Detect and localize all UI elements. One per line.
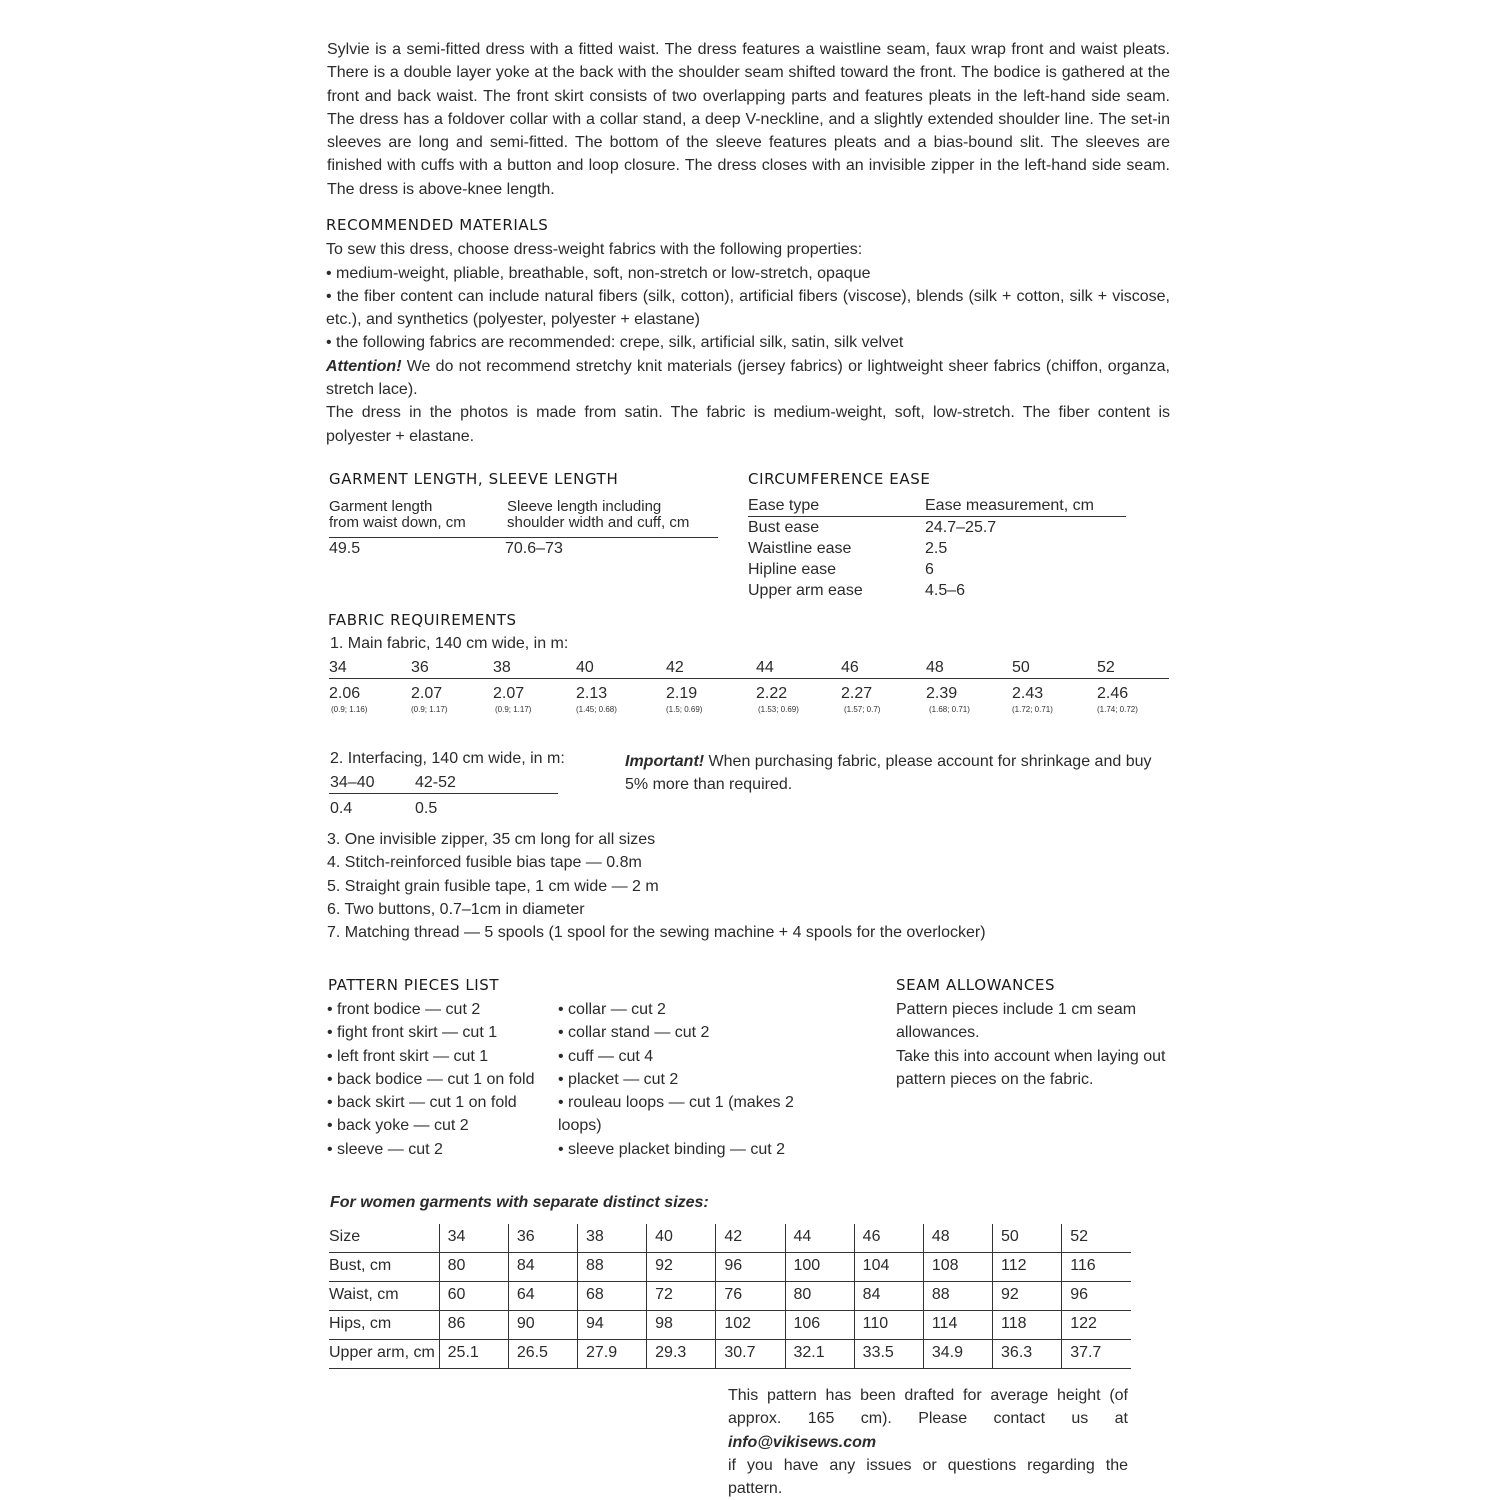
table-cell: 90 — [508, 1311, 577, 1340]
fabric-size: 48 — [926, 659, 944, 676]
materials-bullet: • the following fabrics are recommended: crepe, silk, artificial silk, satin, silk velvet — [326, 334, 904, 352]
list-item: • front bodice — cut 2 — [327, 1001, 481, 1018]
list-item: • back bodice — cut 1 on fold — [327, 1070, 535, 1088]
ease-type: Hipline ease — [748, 561, 837, 578]
ease-value: 4.5–6 — [925, 582, 966, 599]
table-cell: 46 — [854, 1224, 923, 1253]
table-cell: 42 — [716, 1224, 785, 1253]
fabric-size: 44 — [756, 659, 774, 676]
important-label: Important! — [625, 753, 705, 770]
fabric-amount-row — [0, 685, 1500, 721]
row-label: Bust, cm — [329, 1253, 439, 1282]
table-cell: 38 — [577, 1224, 646, 1253]
ease-type: Bust ease — [748, 519, 820, 536]
list-item: • fight front skirt — cut 1 — [327, 1024, 498, 1042]
fabric-amount-breakdown: (1.5; 0.69) — [666, 705, 703, 714]
fabric-amount-breakdown: (1.53; 0.69) — [758, 705, 799, 714]
table-cell: 26.5 — [508, 1340, 577, 1369]
table-cell: 32.1 — [785, 1340, 854, 1369]
table-cell: 48 — [923, 1224, 992, 1253]
table-cell: 40 — [647, 1224, 716, 1253]
table-cell: 37.7 — [1062, 1340, 1131, 1369]
ease-heading: CIRCUMFERENCE EASE — [748, 470, 931, 488]
photo-note: The dress in the photos is made from satin. The fabric is medium-weight, soft, low-stretch. The fiber content is polyester + elastane. — [326, 404, 1170, 445]
fabric-heading: FABRIC REQUIREMENTS — [328, 611, 517, 629]
col-header-line: shoulder width and cuff, cm — [507, 514, 690, 531]
fabric-amount-breakdown: (0.9; 1.17) — [495, 705, 532, 714]
list-item: • cuff — cut 4 — [558, 1047, 654, 1065]
table-cell: 106 — [785, 1311, 854, 1340]
fabric-amount-breakdown: (0.9; 1.16) — [331, 705, 368, 714]
ease-row — [748, 538, 1148, 559]
table-cell: 98 — [647, 1311, 716, 1340]
ease-row — [748, 580, 1148, 601]
table-cell: 64 — [508, 1282, 577, 1311]
list-item: • collar stand — cut 2 — [558, 1024, 710, 1042]
interfacing-label: 2. Interfacing, 140 cm wide, in m: — [330, 750, 565, 767]
ease-type: Upper arm ease — [748, 582, 863, 599]
size-chart-table — [329, 1224, 1131, 1369]
col-header-line: Garment length — [329, 498, 433, 515]
list-item: 7. Matching thread — 5 spools (1 spool for the sewing machine + 4 spools for the overlocker) — [327, 924, 986, 942]
materials-lead: To sew this dress, choose dress-weight fabrics with the following properties: — [326, 241, 863, 259]
table-cell: 76 — [716, 1282, 785, 1311]
garment-length-col-header — [329, 499, 466, 531]
ease-row — [748, 559, 1148, 580]
materials-section — [326, 214, 1170, 448]
table-cell: 29.3 — [647, 1340, 716, 1369]
fabric-amount: 2.22 — [756, 685, 788, 702]
table-cell: 34.9 — [923, 1340, 992, 1369]
intro-paragraph: Sylvie is a semi-fitted dress with a fitted waist. The dress features a waistline seam, faux wrap front and waist pleats. There is a double layer yoke at the back with the shoulder seam shifted toward the front. The bodice is gathered at the front and back waist. The front skirt consists of two overlapping parts and features pleats in the left-hand side seam. The dress has a foldover collar with a collar stand, a deep V-neckline, and a slightly extended shoulder line. The set-in sleeves are long and semi-fitted. The bottom of the sleeve features pleats and a bias-bound slit. The sleeves are finished with cuffs with a button and loop closure. The dress closes with an invisible zipper in the left-hand side seam. The dress is above-knee length. — [327, 41, 1170, 198]
table-cell: 92 — [993, 1282, 1062, 1311]
table-cell: 92 — [647, 1253, 716, 1282]
table-cell: 68 — [577, 1282, 646, 1311]
table-cell: 96 — [1062, 1282, 1131, 1311]
table-cell: 84 — [508, 1253, 577, 1282]
table-row — [329, 1340, 1131, 1369]
table-cell: 114 — [923, 1311, 992, 1340]
table-cell: 36.3 — [993, 1340, 1062, 1369]
list-item: • rouleau loops — cut 1 (makes 2 loops) — [558, 1094, 794, 1135]
fabric-size: 36 — [411, 659, 429, 676]
row-label: Size — [329, 1224, 439, 1253]
fabric-amount-breakdown: (1.45; 0.68) — [576, 705, 617, 714]
notions-list — [327, 828, 986, 944]
attention-text: We do not recommend stretchy knit materials (jersey fabrics) or lightweight sheer fabrics (chiffon, organza, stretch lace). — [326, 357, 1170, 399]
seam-heading: SEAM ALLOWANCES — [896, 976, 1056, 994]
table-cell: 52 — [1062, 1224, 1131, 1253]
fabric-amount-breakdown: (0.9; 1.17) — [411, 705, 448, 714]
fabric-amount: 2.07 — [411, 685, 443, 702]
table-cell: 36 — [508, 1224, 577, 1253]
table-cell: 116 — [1062, 1253, 1131, 1282]
fabric-size: 46 — [841, 659, 859, 676]
footer-text: if you have any issues or questions regarding the pattern. — [728, 1456, 1128, 1498]
footer-text: This pattern has been drafted for average height (of approx. 165 cm). Please contact us at — [728, 1387, 1128, 1428]
table-cell: 94 — [577, 1311, 646, 1340]
ease-value: 6 — [925, 561, 934, 578]
table-cell: 84 — [854, 1282, 923, 1311]
fabric-size: 42 — [666, 659, 684, 676]
table-cell: 104 — [854, 1253, 923, 1282]
list-item: 6. Two buttons, 0.7–1cm in diameter — [327, 900, 585, 918]
divider — [329, 678, 1169, 679]
ease-col-header-type: Ease type — [748, 497, 820, 514]
row-label: Hips, cm — [329, 1311, 439, 1340]
seam-text — [896, 998, 1171, 1091]
ease-rows — [748, 517, 1148, 601]
table-row — [329, 1282, 1131, 1311]
seam-line: Take this into account when laying out pattern pieces on the fabric. — [896, 1047, 1166, 1088]
table-cell: 88 — [923, 1282, 992, 1311]
main-fabric-label: 1. Main fabric, 140 cm wide, in m: — [330, 635, 569, 652]
fabric-amount: 2.19 — [666, 685, 698, 702]
fabric-amount-breakdown: (1.74; 0.72) — [1097, 705, 1138, 714]
table-cell: 86 — [439, 1311, 508, 1340]
table-cell: 112 — [993, 1253, 1062, 1282]
list-item: • collar — cut 2 — [558, 1001, 666, 1018]
col-header-line: Sleeve length including — [507, 498, 662, 515]
fabric-size: 52 — [1097, 659, 1115, 676]
fabric-size: 50 — [1012, 659, 1030, 676]
list-item: • sleeve — cut 2 — [327, 1140, 443, 1158]
list-item: • back yoke — cut 2 — [327, 1117, 469, 1135]
interfacing-size: 34–40 — [330, 774, 375, 791]
list-item: • back skirt — cut 1 on fold — [327, 1094, 517, 1112]
divider — [329, 537, 718, 538]
row-label: Waist, cm — [329, 1282, 439, 1311]
ease-type: Waistline ease — [748, 540, 852, 557]
attention-label: Attention! — [326, 357, 402, 375]
list-item: 3. One invisible zipper, 35 cm long for all sizes — [327, 831, 656, 848]
table-row — [329, 1224, 1131, 1253]
fabric-amount: 2.39 — [926, 685, 958, 702]
table-cell: 27.9 — [577, 1340, 646, 1369]
table-row — [329, 1253, 1131, 1282]
list-item: 5. Straight grain fusible tape, 1 cm wide — 2 m — [327, 877, 659, 895]
table-cell: 118 — [993, 1311, 1062, 1340]
fabric-amount: 2.43 — [1012, 685, 1044, 702]
ease-row — [748, 517, 1148, 538]
interfacing-amount: 0.4 — [330, 800, 353, 817]
table-cell: 108 — [923, 1253, 992, 1282]
contact-email-link[interactable]: info@vikisews.com — [728, 1433, 877, 1451]
pieces-list-col1 — [327, 998, 552, 1161]
fabric-size: 40 — [576, 659, 594, 676]
divider — [329, 793, 558, 794]
seam-line: Pattern pieces include 1 cm seam allowances. — [896, 1001, 1137, 1042]
col-header-line: from waist down, cm — [329, 514, 466, 531]
table-cell: 88 — [577, 1253, 646, 1282]
materials-bullet: • the fiber content can include natural fibers (silk, cotton), artificial fibers (viscose), blends (silk + cotton, silk + viscose, etc.), and synthetics (polyester, polyester + elastane) — [326, 287, 1170, 329]
table-cell: 80 — [439, 1253, 508, 1282]
garment-length-value: 49.5 — [329, 540, 361, 557]
fabric-amount: 2.13 — [576, 685, 608, 702]
size-chart-caption: For women garments with separate distinct sizes: — [330, 1194, 709, 1211]
fabric-amount: 2.06 — [329, 685, 361, 702]
table-cell: 96 — [716, 1253, 785, 1282]
important-note — [625, 750, 1172, 797]
list-item: 4. Stitch-reinforced fusible bias tape — 0.8m — [327, 854, 642, 872]
table-cell: 72 — [647, 1282, 716, 1311]
fabric-amount: 2.07 — [493, 685, 525, 702]
sleeve-length-value: 70.6–73 — [505, 540, 563, 557]
fabric-amount-breakdown: (1.57; 0.7) — [844, 705, 881, 714]
table-cell: 80 — [785, 1282, 854, 1311]
table-cell: 60 — [439, 1282, 508, 1311]
table-cell: 33.5 — [854, 1340, 923, 1369]
garment-length-heading: GARMENT LENGTH, SLEEVE LENGTH — [329, 470, 619, 488]
table-row — [329, 1311, 1131, 1340]
footer-note — [728, 1384, 1128, 1500]
fabric-size: 34 — [329, 659, 347, 676]
list-item: • sleeve placket binding — cut 2 — [558, 1140, 786, 1158]
fabric-size: 38 — [493, 659, 511, 676]
table-cell: 110 — [854, 1311, 923, 1340]
materials-heading: RECOMMENDED MATERIALS — [326, 216, 549, 234]
ease-value: 24.7–25.7 — [925, 519, 997, 536]
pieces-heading: PATTERN PIECES LIST — [328, 976, 500, 994]
table-cell: 30.7 — [716, 1340, 785, 1369]
interfacing-size: 42-52 — [415, 774, 456, 791]
table-cell: 44 — [785, 1224, 854, 1253]
pieces-list-col2 — [558, 998, 803, 1161]
table-cell: 50 — [993, 1224, 1062, 1253]
interfacing-amount: 0.5 — [415, 800, 438, 817]
list-item: • placket — cut 2 — [558, 1070, 679, 1088]
ease-col-header-value: Ease measurement, cm — [925, 497, 1094, 514]
attention-note — [326, 355, 1170, 402]
table-cell: 34 — [439, 1224, 508, 1253]
materials-bullet: • medium-weight, pliable, breathable, soft, non-stretch or low-stretch, opaque — [326, 264, 871, 282]
fabric-amount: 2.46 — [1097, 685, 1129, 702]
table-cell: 122 — [1062, 1311, 1131, 1340]
row-label: Upper arm, cm — [329, 1340, 439, 1369]
fabric-amount-breakdown: (1.72; 0.71) — [1012, 705, 1053, 714]
table-cell: 25.1 — [439, 1340, 508, 1369]
sleeve-length-col-header — [507, 499, 689, 531]
ease-value: 2.5 — [925, 540, 948, 557]
table-cell: 102 — [716, 1311, 785, 1340]
table-cell: 100 — [785, 1253, 854, 1282]
fabric-amount: 2.27 — [841, 685, 873, 702]
fabric-amount-breakdown: (1.68; 0.71) — [929, 705, 970, 714]
important-text: When purchasing fabric, please account for shrinkage and buy 5% more than required. — [625, 753, 1152, 794]
list-item: • left front skirt — cut 1 — [327, 1047, 489, 1065]
fabric-size-row — [0, 659, 1500, 679]
